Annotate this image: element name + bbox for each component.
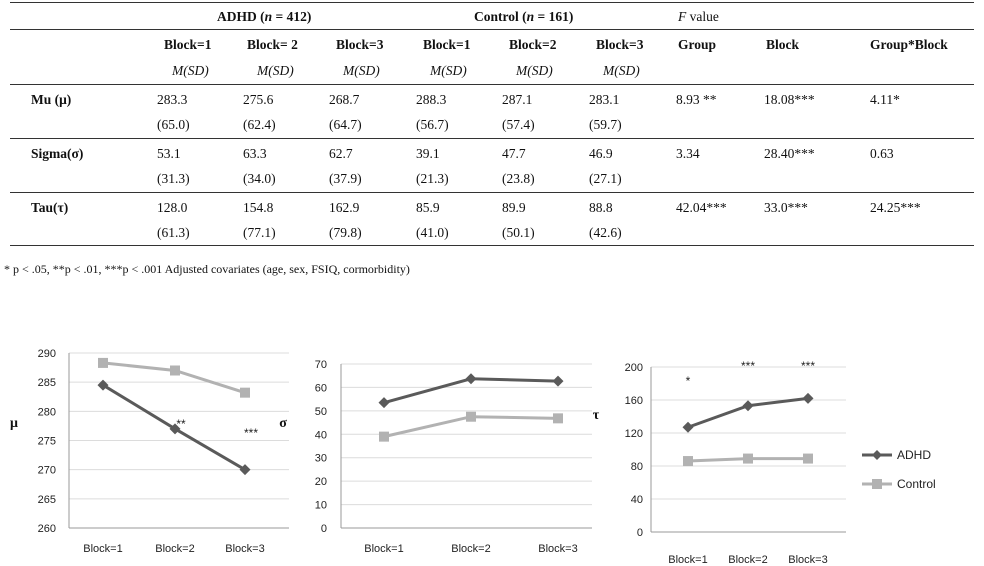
adhd-group-header: ADHD (n = 412) (217, 9, 312, 24)
f-cell: 28.40*** (764, 146, 815, 161)
sd-cell: (23.8) (502, 171, 535, 186)
sd-cell: (27.1) (589, 171, 622, 186)
mean-cell: 268.7 (329, 92, 360, 107)
sd-cell: (59.7) (589, 117, 622, 132)
control-group-header: Control (n = 161) (474, 9, 574, 24)
x-tick-label: Block=1 (668, 554, 708, 566)
data-point-control (683, 456, 693, 466)
sd-cell: (64.7) (329, 117, 362, 132)
x-tick-label: Block=3 (225, 543, 265, 555)
y-tick-label: 285 (37, 377, 56, 390)
significance-marker: * (685, 374, 691, 388)
f-cell: 3.34 (676, 146, 700, 161)
significance-marker: *** (243, 426, 259, 440)
col-header: Block=3 (596, 37, 644, 52)
significance-marker: *** (740, 359, 756, 373)
x-tick-label: Block=2 (451, 543, 491, 555)
y-tick-label: 275 (37, 435, 56, 448)
data-point-adhd (743, 400, 754, 411)
sd-cell: (65.0) (157, 117, 190, 132)
y-tick-label: 120 (624, 428, 643, 440)
sd-cell: (37.9) (329, 171, 362, 186)
sd-cell: (21.3) (416, 171, 449, 186)
sd-cell: (34.0) (243, 171, 276, 186)
sd-cell: (42.6) (589, 225, 622, 240)
msd-label: M(SD) (430, 63, 467, 78)
data-point-adhd (553, 376, 564, 387)
msd-label: M(SD) (516, 63, 553, 78)
sd-cell: (79.8) (329, 225, 362, 240)
mean-cell: 53.1 (157, 146, 181, 161)
y-tick-label: 260 (37, 523, 56, 535)
y-axis-label: τ (592, 408, 600, 423)
sd-cell: (50.1) (502, 225, 535, 240)
y-tick-label: 265 (37, 493, 56, 506)
mean-cell: 154.8 (243, 200, 274, 215)
sd-cell: (61.3) (157, 225, 190, 240)
significance-marker: *** (800, 359, 816, 373)
f-cell: 42.04*** (676, 200, 727, 215)
data-point-control (98, 358, 108, 368)
x-tick-label: Block=3 (788, 554, 828, 566)
y-tick-label: 70 (314, 359, 327, 371)
mean-cell: 39.1 (416, 146, 440, 161)
legend-marker-control (872, 479, 882, 489)
mean-cell: 162.9 (329, 200, 360, 215)
f-cell: 4.11* (870, 92, 900, 107)
mean-cell: 63.3 (243, 146, 267, 161)
y-tick-label: 10 (314, 499, 327, 512)
y-tick-label: 0 (320, 523, 327, 535)
significance-note: * p < .05, **p < .01, ***p < .001 Adjusted covariates (age, sex, FSIQ, cormorbidity) (4, 262, 410, 276)
mean-cell: 47.7 (502, 146, 526, 161)
row-label: Mu (μ) (31, 92, 72, 107)
y-tick-label: 30 (314, 452, 327, 465)
data-point-adhd (683, 422, 694, 433)
y-tick-label: 270 (37, 464, 56, 477)
data-point-control (466, 412, 476, 422)
sd-cell: (56.7) (416, 117, 449, 132)
sd-cell: (77.1) (243, 225, 276, 240)
col-header: Block=2 (509, 37, 557, 52)
msd-label: M(SD) (257, 63, 294, 78)
legend-marker-adhd (872, 450, 882, 460)
row-label: Tau(τ) (31, 200, 69, 215)
mean-cell: 275.6 (243, 92, 274, 107)
f-cell: 0.63 (870, 146, 894, 161)
col-header: Group*Block (870, 37, 948, 52)
mean-cell: 283.1 (589, 92, 620, 107)
mean-cell: 85.9 (416, 200, 440, 215)
data-point-control (379, 432, 389, 442)
mean-cell: 287.1 (502, 92, 533, 107)
sd-cell: (62.4) (243, 117, 276, 132)
col-header: Block=3 (336, 37, 384, 52)
data-point-adhd (379, 397, 390, 408)
x-tick-label: Block=1 (364, 543, 404, 555)
sd-cell: (57.4) (502, 117, 535, 132)
y-tick-label: 280 (37, 406, 56, 419)
mean-cell: 283.3 (157, 92, 188, 107)
sd-cell: (41.0) (416, 225, 449, 240)
f-value-header: F value (678, 9, 719, 24)
col-header: Group (678, 37, 717, 52)
y-axis-label: μ (10, 416, 18, 431)
data-point-control (553, 413, 563, 423)
sd-cell: (31.3) (157, 171, 190, 186)
data-point-adhd (803, 393, 814, 404)
msd-label: M(SD) (603, 63, 640, 78)
data-point-control (240, 388, 250, 398)
y-tick-label: 40 (314, 429, 327, 442)
data-point-control (743, 454, 753, 464)
legend-label: ADHD (897, 448, 932, 462)
x-tick-label: Block=3 (538, 543, 578, 555)
y-tick-label: 0 (636, 527, 643, 539)
col-header: Block=1 (423, 37, 471, 52)
significance-marker: ** (176, 417, 186, 431)
col-header: Block (766, 37, 800, 52)
mean-cell: 288.3 (416, 92, 447, 107)
y-tick-label: 160 (624, 395, 643, 407)
f-cell: 18.08*** (764, 92, 815, 107)
data-point-control (170, 366, 180, 376)
data-point-control (803, 454, 813, 464)
y-tick-label: 50 (314, 405, 327, 418)
msd-label: M(SD) (343, 63, 380, 78)
mean-cell: 89.9 (502, 200, 526, 215)
x-tick-label: Block=1 (83, 543, 123, 555)
legend-label: Control (897, 477, 936, 491)
mean-cell: 62.7 (329, 146, 353, 161)
y-tick-label: 290 (37, 348, 56, 360)
y-tick-label: 60 (314, 382, 327, 395)
mean-cell: 128.0 (157, 200, 188, 215)
mean-cell: 88.8 (589, 200, 613, 215)
f-cell: 24.25*** (870, 200, 921, 215)
row-label: Sigma(σ) (31, 146, 84, 161)
col-header: Block= 2 (247, 37, 298, 52)
mean-cell: 46.9 (589, 146, 613, 161)
msd-label: M(SD) (172, 63, 209, 78)
data-point-adhd (466, 373, 477, 384)
x-tick-label: Block=2 (155, 543, 195, 555)
y-tick-label: 20 (314, 476, 327, 489)
x-tick-label: Block=2 (728, 554, 768, 566)
y-tick-label: 200 (624, 362, 643, 374)
col-header: Block=1 (164, 37, 212, 52)
y-axis-label: σ (279, 416, 287, 431)
f-cell: 8.93 ** (676, 92, 717, 107)
y-tick-label: 80 (630, 461, 643, 473)
f-cell: 33.0*** (764, 200, 808, 215)
y-tick-label: 40 (630, 494, 643, 506)
